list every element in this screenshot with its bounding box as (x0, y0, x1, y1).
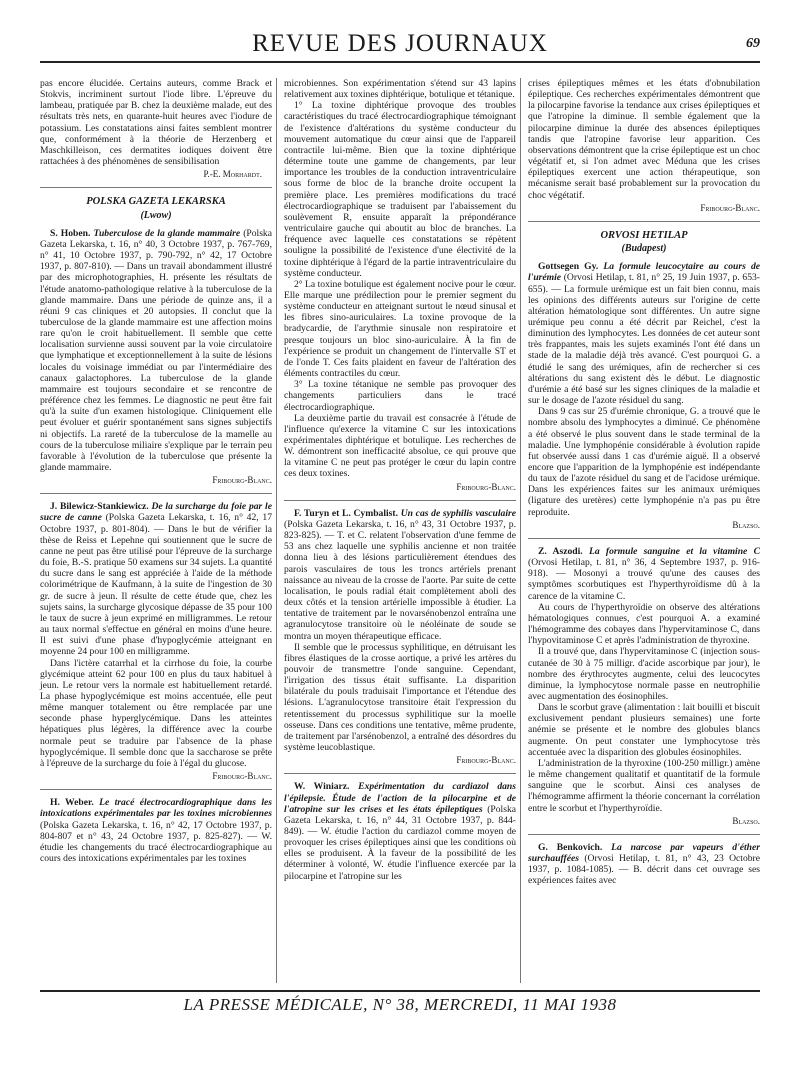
article-body: La formule urémique est un fait bien connu, mais les opinions des différents auteurs sur l'origine de cette altération hématologique sont différentes. Un autre signe urémique peu connu a été décrit par Reichel, c'est la diminution des lymphocytes. Les données de cet auteur sont très frappantes, mais les sujets examinés l'ont été dans un stade de la maladie déjà très avancé. C'est pourquoi G. a étudié le sang des urémiques, afin de rechercher si ces altérations du sang existent dès le début. Le diagnostic d'urémie a été basé sur les signes cliniques de la maladie et sur le dosage de l'azote résiduel du sang. (528, 283, 760, 407)
article-separator (528, 221, 760, 222)
article-author: F. Turyn et L. Cymbalist. (294, 507, 399, 519)
journal-city: (Budapest) (621, 243, 667, 255)
paragraph: 3° La toxine tétanique ne semble pas provoquer des changements particuliers dans le tracé électrocardiographique. (284, 379, 516, 413)
article-title: La formule sanguine et la vitamine C (588, 545, 760, 557)
page-footer (40, 990, 760, 1015)
paragraph: Il a trouvé que, dans l'hypervitaminose C (injection sous-cutanée de 30 à 75 milligr. d'acide ascorbique par jour), le nombre des érythrocytes augmente, celui des leucocytes diminue, la lymphocytose normale passe en neutrophilie avec augmentation des éosinophiles. (528, 646, 760, 702)
article-title: La narcose par vapeurs d'éther surchauffées (528, 841, 760, 864)
article-body: Mosonyi a trouvé qu'une des causes des symptômes scorbutiques est l'hyperthyroïdisme dû à la carence de la vitamine C. (528, 568, 760, 602)
article-body: Dans le but de vérifier la thèse de Reiss et Lepehne qui soutiennent que le sucre de canne ne peut pas être utilisé pour l'épreuve de la surcharge du foie, B.-S. pratique 50 examens sur 34 sujets. La quantité du sucre dans le sang est appréciée à l'aide de la méthode colorimétrique de Kaufmann, à la suite de l'ingestion de 30 gr. de sucre à jeun. Il résulte de cette étude que, chez les sujets sains, la surcharge glycosique dépasse de 35 pour 100 le taux de sucre à jeun exprimé en milligrammes. Le retour au taux normal s'effectue en général en moins d'une heure. Il est suivi d'une phase d'hypoglycémie atteignant en moyenne 24 pour 100 en milligramme. (40, 523, 272, 658)
article-separator (40, 493, 272, 494)
paragraph: Il semble que le processus syphilitique, en détruisant les fibres élastiques de la crosse aortique, a privé les artères du pouvoir de transmettre l'onde sanguine. Cependant, l'irrigation des tissus était suffisante. La disparition bilatérale du pouls traduisait l'importance et l'étendue des lésions. L'agranulocytose transitoire était l'expression du retentissement du processus syphilitique sur la moelle osseuse. Dans ces conditions une tentative, même prudente, de traitement par l'arsénobenzol, a entraîné des désordres du système leucoblastique. (284, 641, 516, 754)
column-divider (276, 78, 277, 983)
article-title: Expérimentation du cardiazol dans l'épilepsie. Étude de l'action de la pilocarpine et de l'atropine sur les crises et les états épileptiques (284, 781, 516, 815)
article-reference: (Orvosi Hetilap, t. 81, n° 36, 4 Septembre 1937, p. 916-918). — (528, 557, 760, 580)
article-abstract (284, 781, 516, 881)
article-body: T. et C. relatent l'observation d'une femme de 53 ans chez laquelle une syphilis ancienne et non traitée donna lieu à des lésions particulièrement étendues des parois vasculaires de tous les troncs artériels prenant naissance au niveau de la crosse de l'aorte. Par suite de cette localisation, le pouls radial était complètement aboli des deux côtés et la tension artérielle impossible à étudier. La tentative de traitement par le novarsénobenzol entraîna une agranulocytose transitoire où le néoléinate de soude se montra un moyen thérapeutique efficace. (284, 530, 516, 642)
article-reference: (Polska Gazeta Lekarska, t. 16, n° 44, 31 Octobre 1937, p. 844-849). — (284, 803, 517, 837)
article-author: Gottsegen Gy. (538, 261, 599, 273)
article-abstract (284, 508, 516, 642)
paragraph: Dans le scorbut grave (alimentation : lait bouilli et biscuit exclusivement pendant plusieurs semaines) une forte anémie se présente et le nombre des globules blancs augmente. On peut constater une lymphocytose très accentuée avec la disparition des globules éosinophiles. (528, 702, 760, 758)
paragraph: Dans l'ictère catarrhal et la cirrhose du foie, la courbe glycémique atteint 62 pour 100 en plus du taux habituel à jeun. Le retour vers la normale est habituellement retardé. La phase hypoglycémique est moins accentuée, elle peut même manquer totalement ou être remplacée par une seconde phase hyperglycémique. Dans les atteintes hépatiques plus légères, la différence avec la courbe normale peut se traduire par l'absence de la phase hypoglycémique. Il semble donc que la saccharose se prête à l'épreuve de la surcharge du foie à l'égal du glucose. (40, 657, 272, 769)
article-abstract (528, 842, 760, 887)
footer-rule (40, 990, 760, 992)
footer-publication-line: LA PRESSE MÉDICALE, N° 38, MERCREDI, 11 MAI 1938 (183, 995, 617, 1014)
header-rule (40, 61, 760, 63)
article-abstract (528, 261, 760, 406)
article-reference: (Polska Gazeta Lekarska, t. 16, n° 40, 3 Octobre 1937, p. 767-769, n° 41, 10 Octobre 1937, p. 790-792, n° 42, 17 Octobre 1937, p. 807-810). — (40, 227, 272, 273)
paragraph: pas encore élucidée. Certains auteurs, comme Brack et Stokvis, incriminent surtout l'iode libre. L'épreuve du lambeau, pratiquée par B. chez la deuxième malade, eut des résultats très nets, en quarante-huit heures avec l'iodure de potassium. Les constatations ainsi faites semblent montrer que, conformément à la théorie de Herzenberg et Maschkilleison, ces dermatites iodiques doivent être rattachées à des phénomènes de sensibilisation (40, 78, 272, 168)
column-divider (520, 78, 521, 983)
article-author: H. Weber. (50, 797, 94, 809)
article-author: J. Bilewicz-Stankiewicz. (50, 501, 149, 513)
article-body: B. décrit dans cet ouvrage ses expériences faites avec (528, 864, 760, 887)
article-reference: (Polska Gazeta Lekarska, t. 16, n° 42, 17 Octobre 1937, p. 804-807 et n° 43, 24 Octobre 1937, p. 825-827). — (40, 819, 272, 842)
article-abstract (528, 546, 760, 602)
author-signature: Fribourg-Blanc. (700, 202, 760, 213)
article-body: Dans un travail abondamment illustré par des microphotographies, H. présente les résultats de l'étude anatomo-pathologique relative à la tuberculose de la glande mammaire. Dans une période de quinze ans, il a réuni 9 cas cliniques et 20 autopsies. Il conclut que la tuberculose de la glande mammaire est une affection moins rare qu'on le croit habituellement. Il semble que cette localisation survienne aussi souvent par la voie circulatoire que lymphatique et exceptionnellement à la suite de lésions locales du voisinage immédiat ou par l'intermédiaire des canaux galactophores. La tuberculose de la glande mammaire est toujours secondaire et se rencontre de préférence chez les femmes. Le diagnostic ne peut être fait qu'à la suite d'un examen histologique. Cliniquement elle peut évoluer et guérir spontanément sans signes subjectifs ni objectifs. La rareté de la tuberculose de la mamelle au cours de la tuberculose miliaire s'explique par le terrain peu favorable à l'évolution de la tuberculose que présente la glande mammaire. (40, 261, 272, 473)
journal-heading: POLSKA GAZETA LEKARSKA (86, 196, 226, 208)
journal-city: (Lwow) (140, 209, 172, 221)
paragraph: 1° La toxine diphtérique provoque des troubles caractéristiques du tracé électrocardiographique témoignant de l'existence d'altérations du système conducteur du mouvement automatique du cœur ainsi que de l'appareil contractile lui-même. Bien que la toxine diphtérique détermine toute une gamme de changements, par leur importance les troubles de la conduction intraventriculaire sous forme de bloc de la branche droite occupent la première place. Les premières modifications du tracé électrocardiographique se traduisent par l'abaissement du soulèvement R, ensuite apparaît la prépondérance ventriculaire gauche qui aboutit au bloc de branches. La fréquence avec laquelle ces constatations se répètent souligne la possibilité de l'existence d'une électivité de la toxine diphtérique à l'égard de la partie intraventriculaire du système conducteur. (284, 100, 516, 279)
article-title: Un cas de syphilis vasculaire (400, 507, 516, 519)
article-separator (528, 834, 760, 835)
article-title: Le tracé électrocardiographique dans les intoxications expérimentales par les toxines microbiennes (40, 797, 272, 820)
article-separator (284, 500, 516, 501)
paragraph: 2° La toxine botulique est également nocive pour le cœur. Elle marque une prédilection pour le premier segment du système conducteur en atteignant surtout le nœud sinusal et les fibres sino-auriculaires. La toxine provoque de la bradycardie, de l'arythmie sinusale non respiratoire et presque toujours un bloc sino-auriculaire. À la fin de l'expérience se produit un changement de l'intervalle ST et de l'onde T. Ces faits plaident en faveur de l'altération des éléments contractiles du cœur. (284, 278, 516, 380)
article-separator (528, 538, 760, 539)
article-abstract (40, 228, 272, 473)
article-reference: (Polska Gazeta Lekarska, t. 16, n° 42, 17 Octobre 1937, p. 801-804). — (40, 512, 272, 535)
article-author: G. Benkovich. (538, 841, 603, 853)
article-body: W. étudie les changements du tracé électrocardiographique au cours des intoxications expérimentales par les toxines (40, 830, 272, 864)
column-middle (284, 78, 516, 882)
page-header (40, 28, 760, 62)
author-signature: Blazso. (732, 815, 760, 826)
paragraph: Au cours de l'hyperthyroïdie on observe des altérations hématologiques connues, c'est pourquoi A. a examiné l'hémogramme des cobayes dans l'hypervitaminose C, dans l'hypovitaminose C et après l'administration de thyroxine. (528, 601, 760, 647)
article-author: S. Hoben. (50, 227, 91, 239)
journal-heading: ORVOSI HETILAP (600, 229, 688, 241)
article-author: W. Winiarz. (294, 781, 350, 793)
paragraph: Dans 9 cas sur 25 d'urémie chronique, G. a trouvé que le nombre absolu des lymphocytes a diminué. Ce phénomène a été observé le plus souvent dans le stade terminal de la maladie. Une lymphopénie considérable à évolution rapide fut observée aussi dans 1 cas d'urémie aiguë. Il a observé encore que l'apparition de la lymphopénie est indépendante du taux de l'azote résiduel du sang et de l'acidose urémique. Dans les expériences faites sur les animaux urémiques (ligature des uretères) cette lymphopénie n'a pas pu être reproduite. (528, 406, 760, 518)
paragraph: crises épileptiques mêmes et les états d'obnubilation épileptique. Ces recherches expérimentales démontrent que la pilocarpine favorise la tendance aux crises épileptiques et que l'atropine la diminue. Il semble également que la pilocarpine diminue la durée des absences épileptiques tandis que l'atropine favorise leur apparition. Ces observations démontrent que la crise épileptique est un choc végétatif et, si l'on admet avec Méduna que les crises épileptiques exercent une action thérapeutique, son mécanisme serait basé probablement sur la provocation du choc végétatif. (528, 78, 760, 201)
article-reference: (Polska Gazeta Lekarska, t. 16, n° 43, 31 Octobre 1937, p. 823-825). — (284, 518, 516, 542)
article-separator (40, 789, 272, 790)
paragraph: microbiennes. Son expérimentation s'étend sur 43 lapins relativement aux toxines diphtérique, botulique et tétanique. (284, 78, 516, 101)
column-right (528, 78, 760, 886)
article-separator (284, 773, 516, 774)
article-title: De la surcharge du foie par le sucre de canne (40, 501, 272, 524)
article-body: W. étudie l'action du cardiazol comme moyen de provoquer les crises épileptiques ainsi que les conditions où elles se produisent. À la faveur de la possibilité de les déterminer à volonté, W. étudie l'influence exercée par la pilocarpine et l'atropine sur les (284, 826, 516, 882)
paragraph: La deuxième partie du travail est consacrée à l'étude de l'influence qu'exerce la vitamine C sur les intoxications expérimentales diphtérique et botulique. Les recherches de W. démontrent son inefficacité absolue, ce qui prouve que la vitamine C ne peut pas protéger le cœur du lapin contre ces deux toxines. (284, 412, 516, 480)
author-signature: Fribourg-Blanc. (456, 481, 516, 492)
paragraph: L'administration de la thyroxine (100-250 milligr.) amène le même changement qualitatif et quantitatif de la formule sanguine que le scorbut. Ainsi ces analyses de l'hémogramme affirment la théorie concernant la corrélation entre le scorbut et l'hyperthyroïdie. (528, 757, 760, 814)
article-reference: (Orvosi Hetilap, t. 81, n° 43, 23 Octobre 1937, p. 1084-1085). — (528, 853, 760, 876)
author-signature: Fribourg-Blanc. (212, 771, 272, 782)
column-left (40, 78, 272, 864)
article-reference: (Orvosi Hetilap, t. 81, n° 25, 19 Juin 1937, p. 653-655). — (528, 272, 760, 295)
article-author: Z. Aszodi. (538, 545, 583, 557)
article-title: Tuberculose de la glande mammaire (93, 227, 241, 239)
article-title: La formule leucocytaire au cours de l'urémie (528, 261, 760, 284)
article-abstract (40, 797, 272, 864)
page-number: 69 (746, 36, 760, 51)
author-signature: Fribourg-Blanc. (456, 755, 516, 766)
article-separator (40, 187, 272, 188)
author-signature: P.-E. Morhardt. (203, 169, 262, 180)
article-abstract (40, 501, 272, 657)
author-signature: Blazso. (732, 519, 760, 530)
journal-section-title: REVUE DES JOURNAUX (252, 30, 548, 57)
author-signature: Fribourg-Blanc. (212, 475, 272, 486)
